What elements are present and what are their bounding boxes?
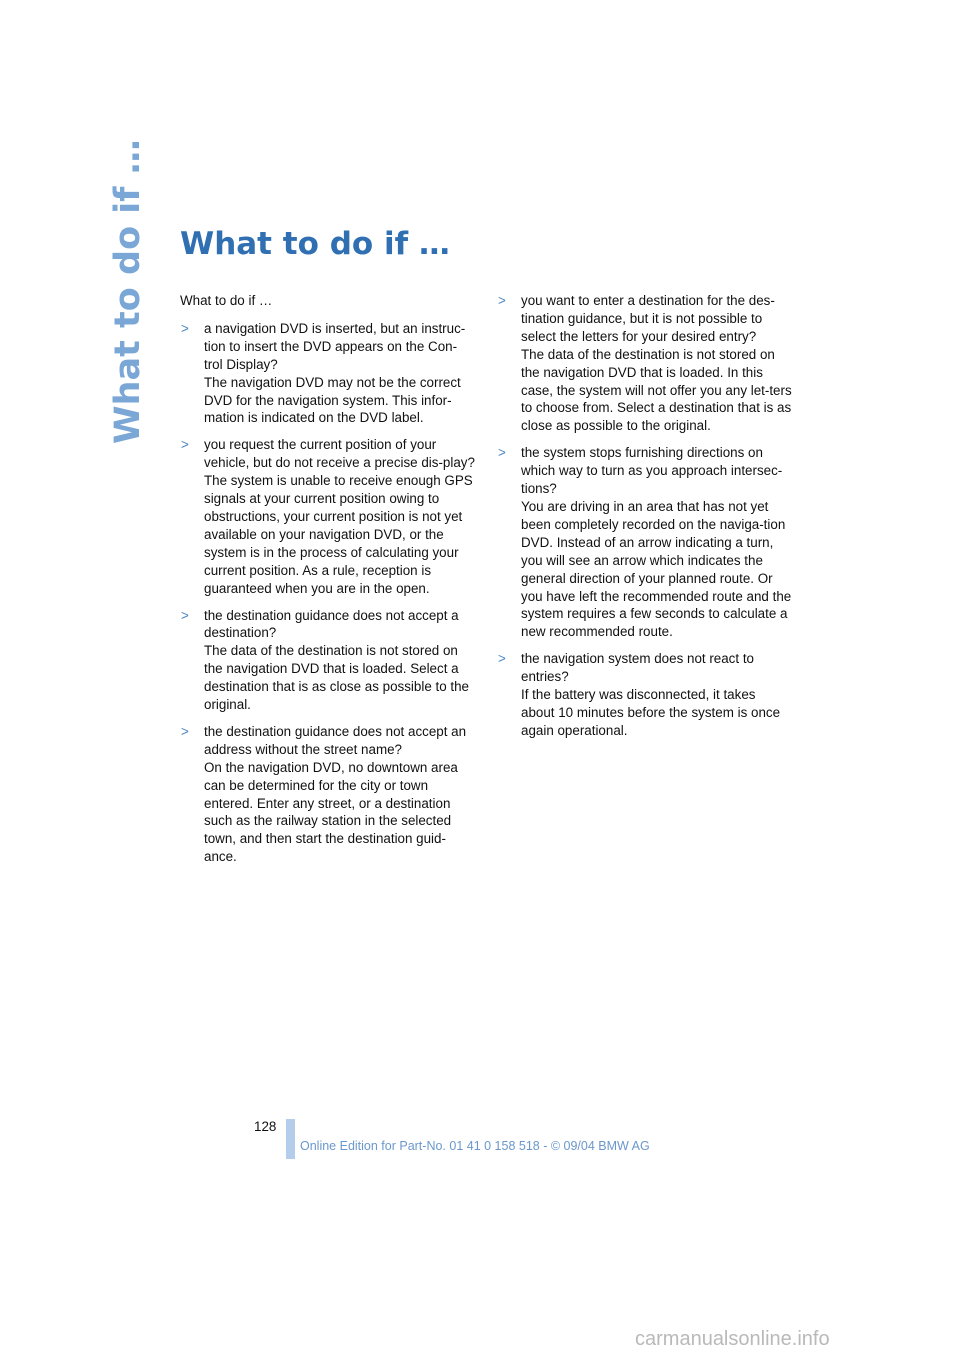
list-item xyxy=(180,607,475,714)
bullet-arrow-icon: > xyxy=(498,651,506,667)
page-number: 128 xyxy=(254,1119,277,1134)
list-item xyxy=(497,650,792,740)
side-tab-title: What to do if … xyxy=(108,139,148,444)
list-item xyxy=(180,723,475,866)
bullet-arrow-icon: > xyxy=(181,607,189,623)
item-question: you request the current position of your vehicle, but do not receive a precise dis-play? xyxy=(204,437,475,471)
bullet-arrow-icon: > xyxy=(498,445,506,461)
right-item-list xyxy=(497,292,792,740)
bullet-arrow-icon: > xyxy=(498,293,506,308)
bullet-arrow-icon: > xyxy=(181,723,189,739)
item-question: the destination guidance does not accept an address without the street name? xyxy=(204,723,467,757)
item-question: the system stops furnishing directions on which way to turn as you approach intersec-tions? xyxy=(521,445,783,497)
intro-text: What to do if … xyxy=(180,293,273,308)
list-item xyxy=(180,320,475,427)
item-answer: On the navigation DVD, no downtown area can be determined for the city or town entered. Enter any street, or a destination such as the railway station in the selected town, and then start the destination guid-ance. xyxy=(204,759,458,865)
item-answer: The data of the destination is not stored on the navigation DVD that is loaded. Select a destination that is as close as possible to the original. xyxy=(204,643,469,713)
left-column xyxy=(180,292,475,875)
right-column xyxy=(497,292,792,749)
footer-accent-bar xyxy=(286,1119,295,1159)
item-answer: You are driving in an area that has not yet been completely recorded on the naviga-tion DVD. Instead of an arrow indicating a turn, you will see an arrow which indicates the general direction of your planned route. Or you have left the recommended route and the system requires a few seconds to calculate a new recommended route. xyxy=(521,498,792,640)
list-item xyxy=(497,292,792,435)
item-question: a navigation DVD is inserted, but an instruc-tion to insert the DVD appears on the Con-trol Display? xyxy=(204,320,466,372)
page-title: What to do if … xyxy=(180,226,450,262)
item-question: you want to enter a destination for the des-tination guidance, but it is not possible to select the letters for your desired entry? xyxy=(521,293,775,344)
footer-edition-text: Online Edition for Part-No. 01 41 0 158 518 - © 09/04 BMW AG xyxy=(300,1139,650,1153)
item-answer: If the battery was disconnected, it takes about 10 minutes before the system is once again operational. xyxy=(521,687,781,738)
item-answer: The data of the destination is not stored on the navigation DVD that is loaded. In this case, the system will not offer you any let-ters to choose from. Select a destination that is as close as possible to the original. xyxy=(521,346,792,434)
item-question: the destination guidance does not accept a destination? xyxy=(204,607,459,641)
item-question: the navigation system does not react to entries? xyxy=(521,651,754,685)
watermark: carmanualsonline.info xyxy=(635,1328,830,1350)
bullet-arrow-icon: > xyxy=(181,320,189,336)
list-item xyxy=(180,436,475,597)
bullet-arrow-icon: > xyxy=(181,437,189,453)
left-item-list xyxy=(180,320,475,866)
item-answer: The system is unable to receive enough GPS signals at your current position owing to obstructions, your current position is not yet available on your navigation DVD, or the system is in the process of calculating your current position. As a rule, reception is guaranteed when you are in the open. xyxy=(204,473,473,596)
item-answer: The navigation DVD may not be the correct DVD for the navigation system. This infor-mation is indicated on the DVD label. xyxy=(204,374,461,426)
list-item xyxy=(497,444,792,641)
